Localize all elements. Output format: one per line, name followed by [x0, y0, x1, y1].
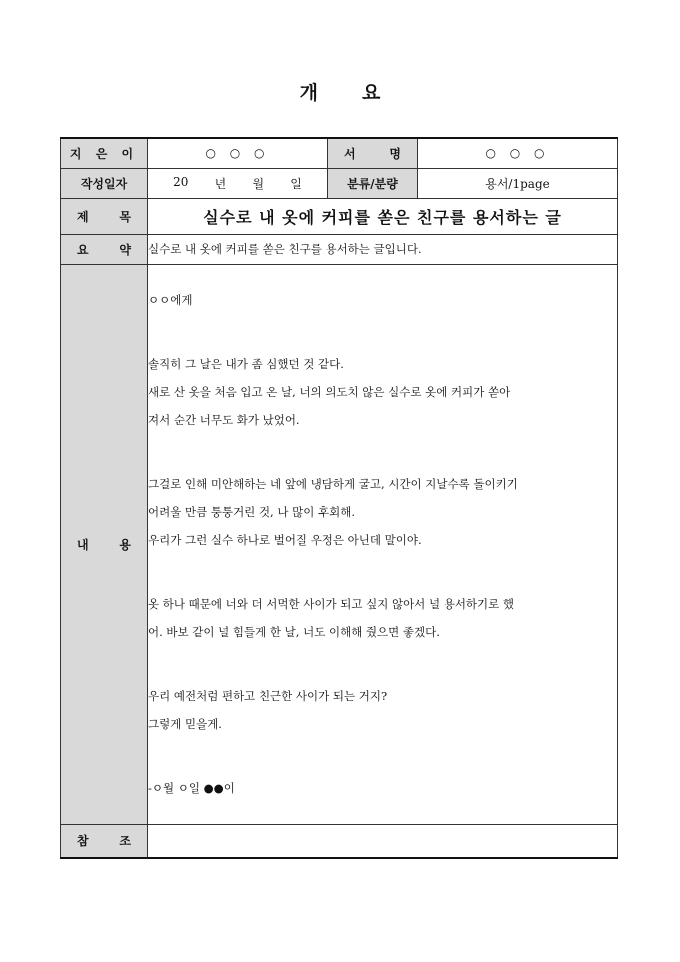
- category-value: 용서/1page: [418, 168, 618, 198]
- author-row: [61, 138, 618, 168]
- date-label: 작성일자: [61, 168, 148, 198]
- subject-label-a: 제: [77, 209, 89, 224]
- date-month-unit: 월: [252, 176, 265, 191]
- signature-label: [328, 138, 418, 168]
- content-body: [148, 264, 618, 824]
- content-label-b: 용: [119, 537, 131, 552]
- letter-line: 어. 바보 같이 널 힘들게 한 날, 너도 이해해 줬으면 좋겠다.: [148, 625, 440, 639]
- signature-label-b: 명: [389, 146, 401, 161]
- letter-line: 우리가 그런 실수 하나로 벌어질 우정은 아닌데 말이야.: [148, 533, 422, 547]
- date-value: [148, 168, 328, 198]
- reference-label-a: 참: [77, 834, 89, 849]
- reference-value: [148, 824, 618, 858]
- content-row: [61, 264, 618, 824]
- letter-line: 새로 산 옷을 처음 입고 온 날, 너의 의도치 않은 실수로 옷에 커피가 쏟아: [148, 385, 511, 399]
- date-row: [61, 168, 618, 198]
- letter-line: 그걸로 인해 미안해하는 네 앞에 냉담하게 굴고, 시간이 지날수록 돌이키기: [148, 477, 518, 491]
- category-label: 분류/분량: [328, 168, 418, 198]
- subject-row: [61, 198, 618, 234]
- date-day-unit: 일: [290, 176, 302, 191]
- reference-row: [61, 824, 618, 858]
- date-year-unit: 년: [214, 176, 227, 191]
- summary-value: 실수로 내 옷에 커피를 쏟은 친구를 용서하는 글입니다.: [148, 234, 618, 264]
- letter-line: 그렇게 믿을게.: [148, 717, 222, 731]
- subject-value: 실수로 내 옷에 커피를 쏟은 친구를 용서하는 글: [148, 198, 618, 234]
- content-label: [61, 264, 148, 824]
- letter-line: 어려울 만큼 퉁퉁거린 것, 나 많이 후회해.: [148, 505, 355, 519]
- reference-label-b: 조: [119, 834, 131, 849]
- subject-label: [61, 198, 148, 234]
- letter-line: 옷 하나 때문에 너와 더 서먹한 사이가 되고 싶지 않아서 널 용서하기로 했: [148, 597, 515, 611]
- summary-label: [61, 234, 148, 264]
- letter-signoff: -ㅇ월 ㅇ일 ●●이: [148, 781, 235, 795]
- subject-label-b: 목: [119, 209, 131, 224]
- page-title-part2: 요: [362, 82, 381, 104]
- signature-value: ○ ○ ○: [418, 138, 618, 168]
- signature-label-a: 서: [344, 146, 356, 161]
- date-year: 20: [173, 174, 189, 189]
- summary-label-b: 약: [119, 242, 131, 257]
- content-label-a: 내: [77, 537, 89, 552]
- author-value: ○ ○ ○: [148, 138, 328, 168]
- summary-label-a: 요: [77, 242, 89, 257]
- page-title: [0, 78, 680, 105]
- overview-table: [60, 137, 618, 859]
- letter-greeting: ㅇㅇ에게: [148, 293, 193, 307]
- author-label: 지 은 이: [61, 138, 148, 168]
- letter-line: 우리 예전처럼 편하고 친근한 사이가 되는 거지?: [148, 689, 388, 703]
- letter-line: 져서 순간 너무도 화가 났었어.: [148, 413, 300, 427]
- reference-label: [61, 824, 148, 858]
- letter-line: 솔직히 그 날은 내가 좀 심했던 것 같다.: [148, 357, 344, 371]
- page-title-part1: 개: [299, 82, 318, 104]
- summary-row: [61, 234, 618, 264]
